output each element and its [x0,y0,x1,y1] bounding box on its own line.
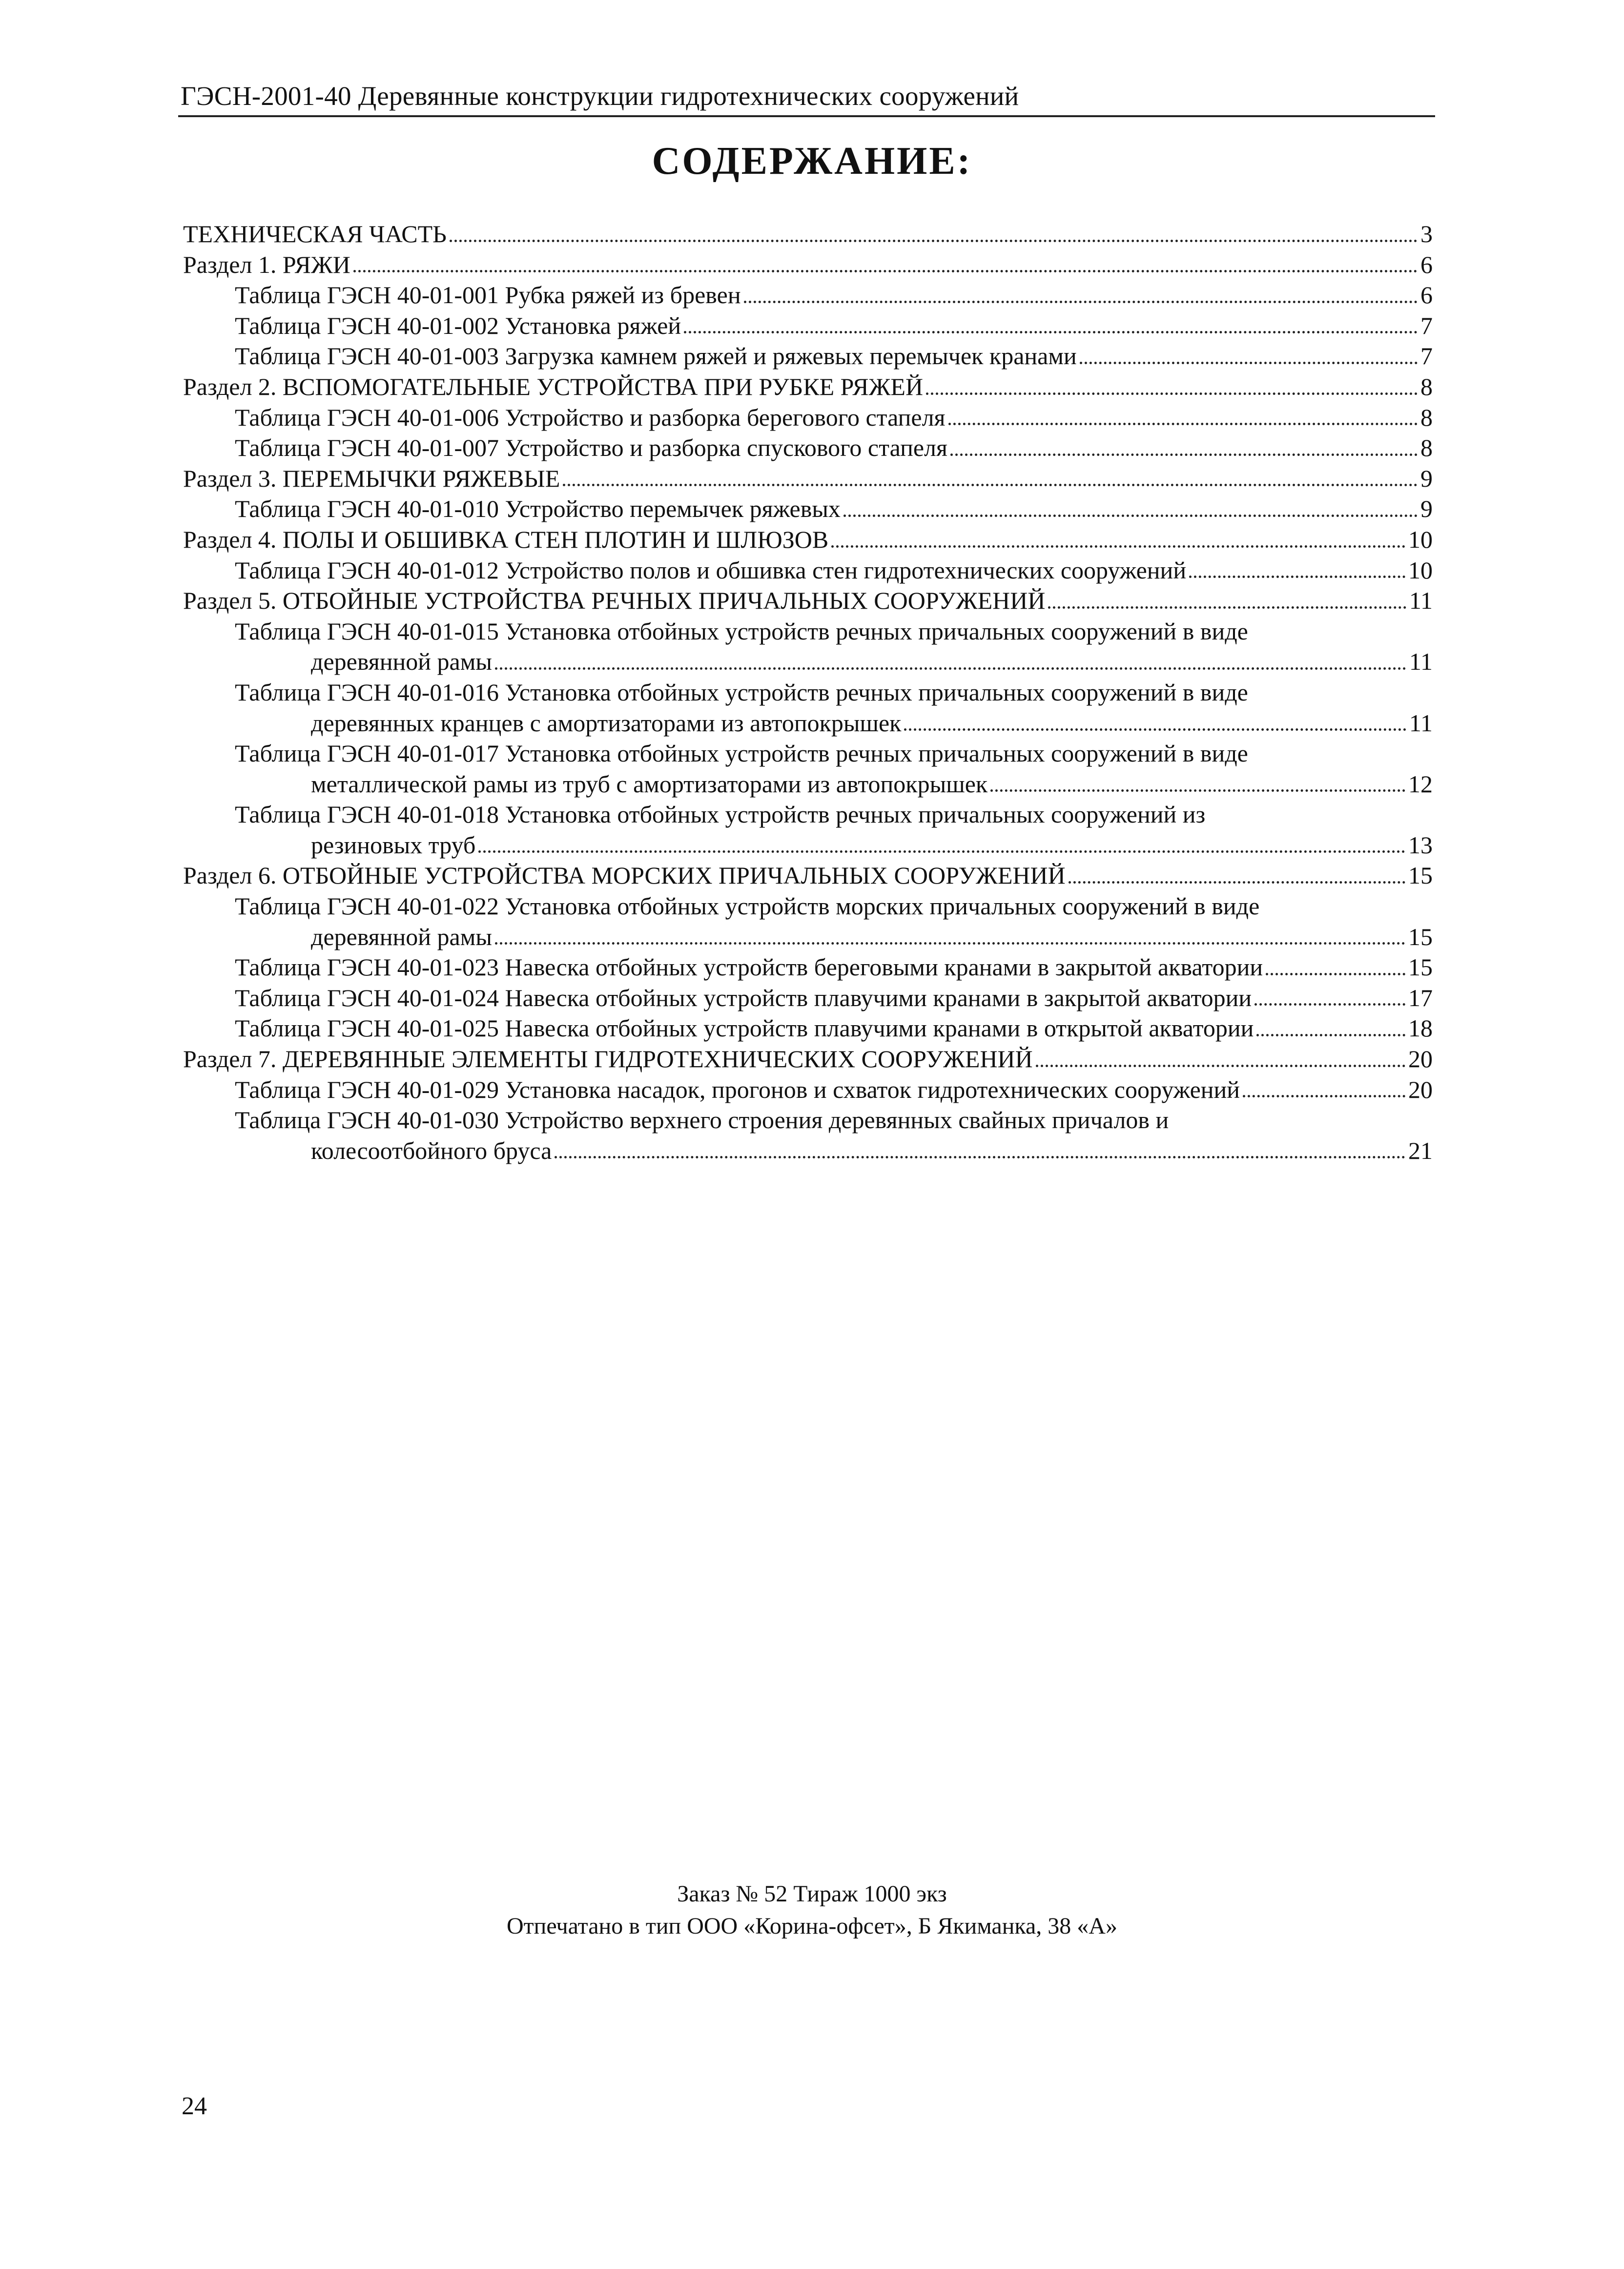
toc-entry-table [183,830,1433,861]
toc-page-number: 8 [1420,372,1433,400]
toc-entry-table [183,280,1433,310]
toc-entry-label: Раздел 7. ДЕРЕВЯННЫЕ ЭЛЕМЕНТЫ ГИДРОТЕХНИЧЕСКИХ СООРУЖЕНИЙ [183,1045,1033,1073]
toc-entry-label: Таблица ГЭСН 40-01-022 Установка отбойных устройств морских причальных сооружений в виде [235,892,1260,920]
toc-entry-table [183,769,1433,800]
toc-entry-label: металлической рамы из труб с амортизаторами из автопокрышек [311,770,988,798]
toc-page-number: 20 [1408,1075,1433,1103]
table-of-contents [183,219,1433,1166]
toc-entry-table [183,952,1433,983]
toc-entry-section [183,1044,1433,1074]
toc-entry-label: Таблица ГЭСН 40-01-023 Навеска отбойных устройств береговыми кранами в закрытой акватории [235,953,1263,981]
toc-entry-table [183,799,1433,830]
toc-entry-label: Таблица ГЭСН 40-01-012 Устройство полов и обшивка стен гидротехнических сооружений [235,556,1187,584]
toc-entry-table [183,555,1433,586]
toc-page-number: 6 [1420,281,1433,309]
toc-entry-label: Таблица ГЭСН 40-01-017 Установка отбойных устройств речных причальных сооружений в виде [235,740,1248,767]
toc-dot-leader [450,240,1418,242]
imprint-printer-line: Отпечатано в тип ООО «Корина-офсет», Б Якиманка, 38 «А» [507,1913,1117,1939]
toc-dot-leader [926,392,1418,395]
toc-page-number: 20 [1408,1045,1433,1073]
toc-entry-label: Таблица ГЭСН 40-01-024 Навеска отбойных устройств плавучими кранами в закрытой акватории [235,984,1252,1011]
toc-page-number: 15 [1408,862,1433,889]
toc-entry-label: деревянной рамы [311,923,492,950]
toc-entry-table [183,1013,1433,1044]
toc-entry-section [183,219,1433,249]
toc-entry-table [183,891,1433,922]
toc-entry-label: Таблица ГЭСН 40-01-002 Установка ряжей [235,311,681,339]
toc-entry-label: Таблица ГЭСН 40-01-007 Устройство и разборка спускового стапеля [235,434,948,462]
toc-dot-leader [495,667,1406,670]
toc-dot-leader [990,789,1405,792]
toc-dot-leader [1254,1003,1405,1006]
toc-entry-label: Раздел 5. ОТБОЙНЫЕ УСТРОЙСТВА РЕЧНЫХ ПРИЧАЛЬНЫХ СООРУЖЕНИЙ [183,587,1046,615]
toc-entry-label: деревянной рамы [311,648,492,676]
toc-entry-label: Таблица ГЭСН 40-01-010 Устройство перемычек ряжевых [235,495,841,523]
toc-dot-leader [555,1156,1405,1158]
toc-entry-table [183,1135,1433,1166]
toc-entry-label: Раздел 1. РЯЖИ [183,250,350,278]
toc-entry-table [183,402,1433,433]
toc-page-number: 7 [1420,311,1433,339]
toc-entry-table [183,738,1433,769]
toc-dot-leader [1036,1065,1405,1067]
header-divider [178,115,1435,117]
toc-page-number: 10 [1408,556,1433,584]
toc-dot-leader [563,484,1418,486]
toc-page-number: 7 [1420,342,1433,370]
toc-dot-leader [1080,362,1418,364]
toc-entry-section [183,463,1433,494]
toc-dot-leader [843,515,1418,517]
toc-dot-leader [1256,1034,1405,1036]
toc-page-number: 6 [1420,250,1433,278]
toc-entry-table [183,1074,1433,1105]
toc-dot-leader [1243,1095,1405,1097]
toc-page-number: 8 [1420,403,1433,431]
toc-entry-label: деревянных кранцев с амортизаторами из автопокрышек [311,709,902,737]
toc-dot-leader [1069,881,1405,884]
toc-entry-label: Таблица ГЭСН 40-01-018 Установка отбойных устройств речных причальных сооружений из [235,801,1206,828]
toc-entry-table [183,310,1433,341]
toc-dot-leader [1266,973,1405,975]
toc-entry-table [183,1105,1433,1135]
toc-entry-section [183,524,1433,555]
toc-dot-leader [353,270,1418,272]
toc-entry-label: Таблица ГЭСН 40-01-001 Рубка ряжей из бревен [235,281,741,309]
toc-entry-label: Таблица ГЭСН 40-01-016 Установка отбойных устройств речных причальных сооружений в виде [235,678,1248,706]
toc-entry-label: Таблица ГЭСН 40-01-030 Устройство верхнего строения деревянных свайных причалов и [235,1106,1169,1134]
toc-page-number: 12 [1408,770,1433,798]
toc-entry-section [183,860,1433,891]
toc-entry-table [183,616,1433,647]
toc-dot-leader [684,331,1418,333]
toc-dot-leader [904,728,1406,731]
toc-page-number: 15 [1408,923,1433,950]
toc-dot-leader [831,545,1405,548]
toc-entry-table [183,433,1433,463]
toc-entry-label: резиновых труб [311,831,476,859]
toc-entry-table [183,646,1433,677]
toc-page-number: 9 [1420,464,1433,492]
toc-entry-section [183,249,1433,280]
running-header: ГЭСН-2001-40 Деревянные конструкции гидротехнических сооружений [181,81,1019,111]
toc-entry-label: Раздел 2. ВСПОМОГАТЕЛЬНЫЕ УСТРОЙСТВА ПРИ РУБКЕ РЯЖЕЙ [183,372,924,400]
toc-page-number: 17 [1408,984,1433,1011]
toc-entry-label: ТЕХНИЧЕСКАЯ ЧАСТЬ [183,220,447,248]
toc-page-number: 11 [1409,587,1433,615]
toc-entry-table [183,677,1433,708]
toc-dot-leader [1048,606,1406,609]
toc-dot-leader [1189,576,1405,578]
toc-page-number: 21 [1408,1136,1433,1164]
toc-entry-label: Таблица ГЭСН 40-01-015 Установка отбойных устройств речных причальных сооружений в виде [235,617,1248,645]
toc-page-number: 11 [1409,648,1433,676]
toc-page-number: 11 [1409,709,1433,737]
toc-dot-leader [948,423,1418,425]
toc-entry-label: колесоотбойного бруса [311,1136,552,1164]
toc-entry-label: Таблица ГЭСН 40-01-029 Установка насадок, прогонов и схваток гидротехнических сооружений [235,1075,1240,1103]
toc-entry-table [183,708,1433,739]
toc-entry-label: Раздел 6. ОТБОЙНЫЕ УСТРОЙСТВА МОРСКИХ ПРИЧАЛЬНЫХ СООРУЖЕНИЙ [183,862,1066,889]
toc-page-number: 13 [1408,831,1433,859]
toc-dot-leader [744,301,1418,303]
toc-entry-table [183,983,1433,1013]
toc-entry-label: Таблица ГЭСН 40-01-003 Загрузка камнем ряжей и ряжевых перемычек кранами [235,342,1077,370]
toc-entry-section [183,585,1433,616]
toc-page-number: 3 [1420,220,1433,248]
toc-page-number: 18 [1408,1014,1433,1042]
toc-page-number: 15 [1408,953,1433,981]
toc-page-number: 9 [1420,495,1433,523]
toc-page-number: 10 [1408,525,1433,553]
toc-entry-table [183,922,1433,952]
toc-page-number: 8 [1420,434,1433,462]
toc-entry-label: Таблица ГЭСН 40-01-025 Навеска отбойных устройств плавучими кранами в открытой акватории [235,1014,1254,1042]
toc-entry-label: Раздел 4. ПОЛЫ И ОБШИВКА СТЕН ПЛОТИН И ШЛЮЗОВ [183,525,829,553]
toc-entry-section [183,371,1433,402]
toc-dot-leader [478,850,1405,853]
page-title: СОДЕРЖАНИЕ: [652,140,972,183]
toc-entry-label: Таблица ГЭСН 40-01-006 Устройство и разборка берегового стапеля [235,403,946,431]
toc-entry-label: Раздел 3. ПЕРЕМЫЧКИ РЯЖЕВЫЕ [183,464,560,492]
page-number: 24 [182,2092,207,2120]
toc-entry-table [183,494,1433,524]
toc-entry-table [183,341,1433,371]
toc-dot-leader [495,942,1405,945]
toc-dot-leader [950,454,1418,456]
imprint-order-line: Заказ № 52 Тираж 1000 экз [677,1881,947,1907]
